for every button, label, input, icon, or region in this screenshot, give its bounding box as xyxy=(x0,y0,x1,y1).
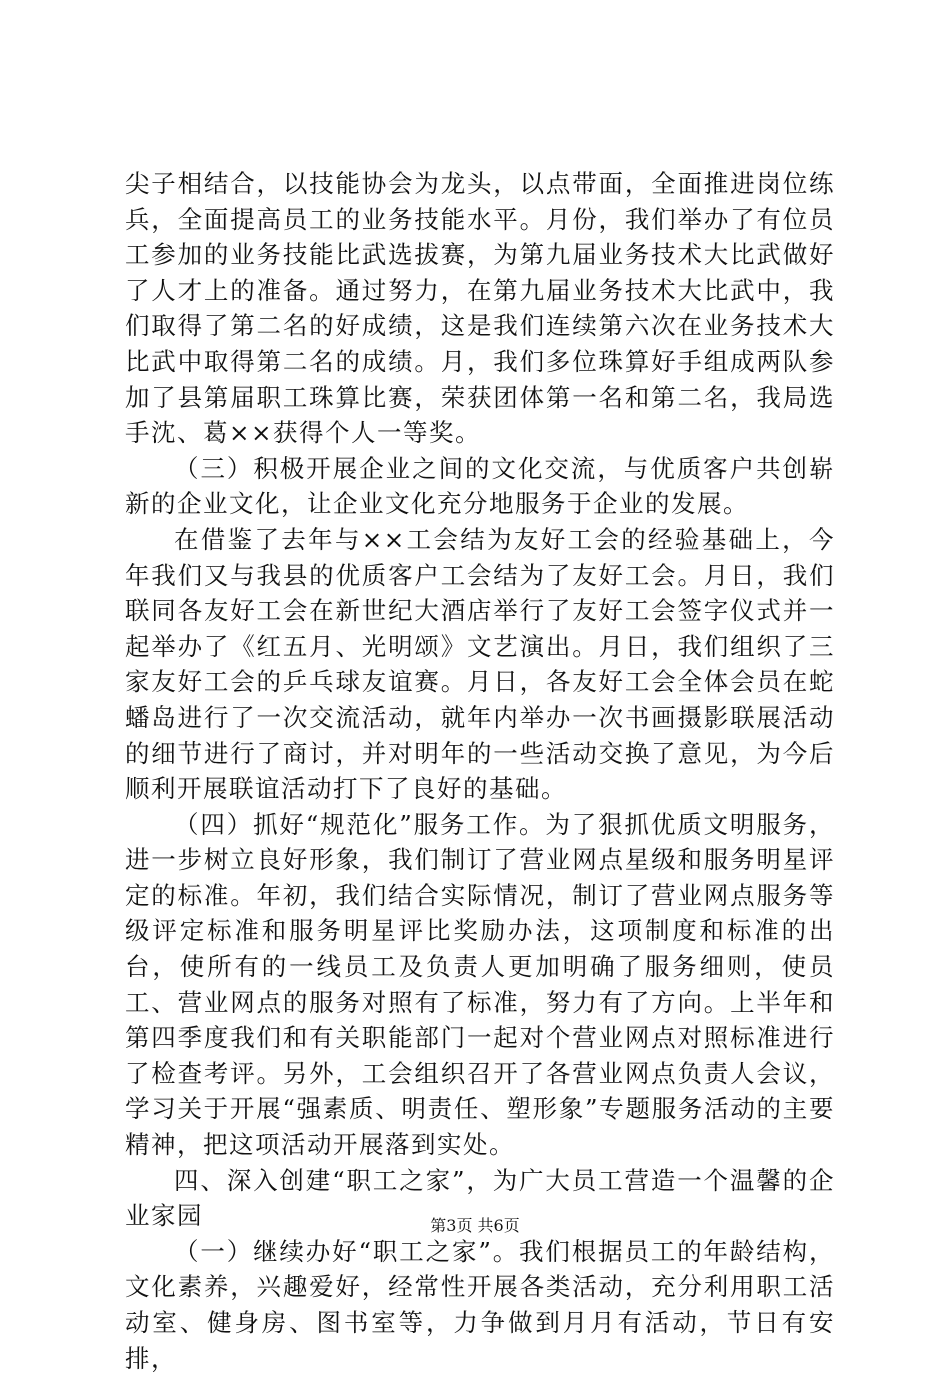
document-body xyxy=(125,166,835,1376)
paragraph-2-section-heading: （三）积极开展企业之间的文化交流，与优质客户共创崭新的企业文化，让企业文化充分地服务于企业的发展。 xyxy=(125,453,835,519)
paragraph-3: 在借鉴了去年与××工会结为友好工会的经验基础上，今年我们又与我县的优质客户工会结为了友好工会。月日，我们联同各友好工会在新世纪大酒店举行了友好工会签字仪式并一起举办了《红五月、光明颂》文艺演出。月日，我们组织了三家友好工会的乒乓球友谊赛。月日，各友好工会全体会员在蛇蟠岛进行了一次交流活动，就年内举办一次书画摄影联展活动的细节进行了商讨，并对明年的一些活动交换了意见，为今后顺利开展联谊活动打下了良好的基础。 xyxy=(125,524,835,804)
paragraph-1: 尖子相结合，以技能协会为龙头，以点带面，全面推进岗位练兵，全面提高员工的业务技能水平。月份，我们举办了有位员工参加的业务技能比武选拔赛，为第九届业务技术大比武做好了人才上的准备。通过努力，在第九届业务技术大比武中，我们取得了第二名的好成绩，这是我们连续第六次在业务技术大比武中取得第二名的成绩。月，我们多位珠算好手组成两队参加了县第届职工珠算比赛，荣获团体第一名和第二名，我局选手沈、葛××获得个人一等奖。 xyxy=(125,169,835,448)
paragraph-6: （一）继续办好“职工之家”。我们根据员工的年龄结构，文化素养，兴趣爱好，经常性开展各类活动，充分利用职工活动室、健身房、图书室等，力争做到月月有活动，节日有安排， xyxy=(125,1236,835,1373)
paragraph-5-section-heading: 四、深入创建“职工之家”，为广大员工营造一个温馨的企业家园 xyxy=(125,1165,835,1231)
paragraph-4: （四）抓好“规范化”服务工作。为了狠抓优质文明服务，进一步树立良好形象，我们制订了营业网点星级和服务明星评定的标准。年初，我们结合实际情况，制订了营业网点服务等级评定标准和服务明星评比奖励办法，这项制度和标准的出台，使所有的一线员工及负责人更加明确了服务细则，使员工、营业网点的服务对照有了标准，努力有了方向。上半年和第四季度我们和有关职能部门一起对个营业网点对照标准进行了检查考评。另外，工会组织召开了各营业网点负责人会议，学习关于开展“强素质、明责任、塑形象”专题服务活动的主要精神，把这项活动开展落到实处。 xyxy=(125,809,835,1160)
page-number-footer: 第3页 共6页 xyxy=(430,1216,520,1235)
